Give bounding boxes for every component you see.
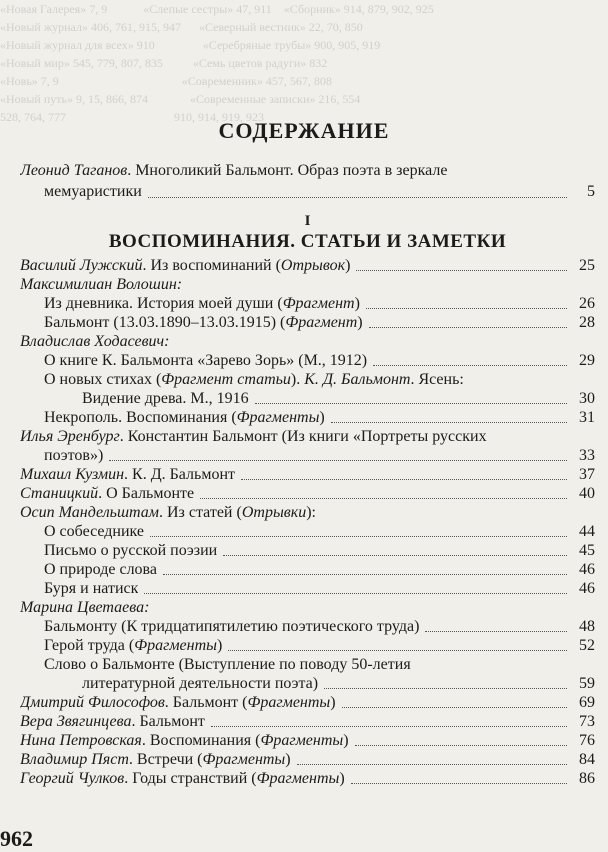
page-number: 31 xyxy=(579,409,595,426)
entry-note: Фрагмент статьи xyxy=(161,371,291,388)
entry-note: Отрывки xyxy=(241,504,307,521)
entry-punct: ) xyxy=(345,257,351,274)
entry-punct: ) xyxy=(354,295,360,312)
entry-punct: ) xyxy=(357,314,363,331)
entry-title: Бальмонт (13.03.1890–13.03.1915) ( xyxy=(44,314,286,331)
entry-author: Марина Цветаева: xyxy=(20,599,150,616)
toc-entry xyxy=(20,370,595,389)
dot-leader xyxy=(255,403,567,404)
entry-title-cont: литературной деятельности поэта) xyxy=(82,675,319,692)
dot-leader xyxy=(241,479,567,480)
entry-author: Владимир Пяст xyxy=(20,751,129,768)
entry-author: Леонид Таганов xyxy=(20,162,128,179)
entry-title: О Бальмонте xyxy=(106,485,195,502)
entry-author: Василий Лужский xyxy=(20,257,143,274)
dot-leader xyxy=(355,745,567,746)
toc-entry xyxy=(20,560,595,579)
entry-title: Из воспоминаний ( xyxy=(150,257,281,274)
page-number: 33 xyxy=(579,447,595,464)
entry-punct: ) xyxy=(285,751,291,768)
entry-punct: ) xyxy=(319,409,325,426)
page-number: 76 xyxy=(579,732,595,749)
entry-note: Фрагменты xyxy=(202,751,286,768)
toc-entry xyxy=(20,294,595,313)
page-number: 46 xyxy=(579,561,595,578)
entry-punct: ) xyxy=(330,694,336,711)
dot-leader xyxy=(356,270,567,271)
dot-leader xyxy=(324,688,567,689)
toc-author-heading xyxy=(20,332,595,351)
dot-leader xyxy=(144,593,567,594)
toc-entry: Владимир Пяст. Встречи (Фрагменты) 84 xyxy=(20,751,595,768)
dot-leader xyxy=(369,327,567,328)
dot-leader xyxy=(342,707,567,708)
toc-entry: Нина Петровская. Воспоминания (Фрагменты) 76 xyxy=(20,732,595,749)
entry-note: Отрывок xyxy=(280,257,346,274)
entry-title: Письмо о русской поэзии xyxy=(44,542,218,559)
toc-author-heading xyxy=(20,275,595,294)
entry-title: Герой труда ( xyxy=(44,637,135,654)
entry-title: Бальмонту (К тридцатипятилетию поэтического труда) xyxy=(44,618,420,635)
page-folio: 962 xyxy=(0,826,33,851)
toc-entry xyxy=(20,351,595,370)
entry-title: Слово о Бальмонте (Выступление по поводу 50-летия xyxy=(44,656,411,673)
dot-leader xyxy=(373,365,567,366)
entry-author: Максимилиан Волошин: xyxy=(20,276,183,293)
entry-note: Фрагменты xyxy=(236,409,320,426)
entry-author: Осип Мандельштам xyxy=(20,504,159,521)
toc-entry xyxy=(20,636,595,655)
dot-leader xyxy=(366,308,567,309)
entry-title: Воспоминания ( xyxy=(149,732,261,749)
page-number: 25 xyxy=(579,257,595,274)
section-title: ВОСПОМИНАНИЯ. СТАТЬИ И ЗАМЕТКИ xyxy=(108,231,507,252)
entry-title: Из статей ( xyxy=(166,504,242,521)
dot-leader xyxy=(150,536,567,537)
page-number: 84 xyxy=(579,751,595,768)
toc-entry-cont xyxy=(20,389,595,408)
dot-leader xyxy=(223,555,567,556)
entry-title-cont: поэтов») xyxy=(44,447,104,464)
dot-leader xyxy=(425,631,567,632)
entry-title: О книге К. Бальмонта «Зарево Зорь» (М., 1912) xyxy=(44,352,368,369)
page-number: 26 xyxy=(579,295,595,312)
page-number: 48 xyxy=(579,618,595,635)
toc-entry: Дмитрий Философов. Бальмонт (Фрагменты) 69 xyxy=(20,694,595,711)
toc-entry xyxy=(20,313,595,332)
page-number: 44 xyxy=(579,523,595,540)
entry-title: Некрополь. Воспоминания ( xyxy=(44,409,237,426)
dot-leader xyxy=(331,422,567,423)
entry-title: Годы странствий ( xyxy=(132,770,257,787)
entry-title-tail: . Ясень: xyxy=(410,371,464,388)
dot-leader xyxy=(211,726,567,727)
page-number: 5 xyxy=(587,183,595,200)
entry-title: Буря и натиск xyxy=(44,580,139,597)
entry-title: О собеседнике xyxy=(44,523,145,540)
toc-entry xyxy=(20,617,595,636)
entry-author: Илья Эренбург xyxy=(20,428,120,445)
toc-entry: Георгий Чулков. Годы странствий (Фрагменты) 86 xyxy=(20,770,595,787)
entry-note: Фрагменты xyxy=(134,637,217,654)
entry-title: Бальмонт xyxy=(139,713,205,730)
page-number: 28 xyxy=(579,314,595,331)
dot-leader xyxy=(351,783,567,784)
dot-leader xyxy=(163,574,567,575)
entry-author: Михаил Кузмин xyxy=(20,466,125,483)
toc-entry: Василий Лужский. Из воспоминаний (Отрывок) 25 xyxy=(20,257,595,274)
entry-note: Фрагменты xyxy=(256,770,340,787)
toc-entry: Михаил Кузмин. К. Д. Бальмонт 37 xyxy=(20,466,595,483)
entry-title: Бальмонт ( xyxy=(172,694,248,711)
toc-entry: Станицкий. О Бальмонте 40 xyxy=(20,485,595,502)
entry-title: Константин Бальмонт (Из книги «Портреты русских xyxy=(127,428,487,445)
entry-title-cont: Видение древа. М., 1916 xyxy=(82,390,249,407)
dot-leader xyxy=(148,197,567,198)
entry-note: Фрагменты xyxy=(247,694,331,711)
entry-note: Фрагменты xyxy=(260,732,344,749)
page-number: 40 xyxy=(579,485,595,502)
dot-leader xyxy=(200,498,567,499)
entry-author: Вера Звягинцева xyxy=(20,713,132,730)
entry-author: Владислав Ходасевич: xyxy=(20,333,170,350)
dot-leader xyxy=(109,460,567,461)
page-title: СОДЕРЖАНИЕ xyxy=(218,118,390,143)
entry-punct: ) xyxy=(339,770,345,787)
table-of-contents xyxy=(20,160,595,788)
page-number: 69 xyxy=(579,694,595,711)
toc-entry xyxy=(20,579,595,598)
entry-title: О новых стихах ( xyxy=(44,371,162,388)
entry-author: Станицкий xyxy=(20,485,99,502)
entry-title-cont: мемуаристики xyxy=(44,183,142,200)
toc-entry-cont xyxy=(20,674,595,693)
entry-note: Фрагмент xyxy=(285,314,358,331)
entry-author: Георгий Чулков xyxy=(20,770,125,787)
entry-punct: ): xyxy=(306,504,316,521)
toc-entry: Вера Звягинцева. Бальмонт 73 xyxy=(20,713,595,730)
entry-author: Дмитрий Философов xyxy=(20,694,165,711)
toc-entry xyxy=(20,522,595,541)
entry-title: О природе слова xyxy=(44,561,157,578)
entry-title: К. Д. Бальмонт xyxy=(132,466,235,483)
entry-punct: ). xyxy=(290,371,305,388)
toc-entry xyxy=(20,655,595,674)
entry-title: Многоликий Бальмонт. Образ поэта в зеркале xyxy=(135,162,448,179)
entry-cited-author: К. Д. Бальмонт xyxy=(304,371,411,388)
dot-leader xyxy=(228,650,567,651)
page-number: 59 xyxy=(579,675,595,692)
toc-entry: Илья Эренбург. Константин Бальмонт (Из книги «Портреты русских xyxy=(20,428,487,445)
toc-entry xyxy=(20,408,595,427)
page-number: 29 xyxy=(579,352,595,369)
toc-author-heading xyxy=(20,598,595,617)
page-number: 45 xyxy=(579,542,595,559)
entry-punct: ) xyxy=(343,732,349,749)
page-number: 46 xyxy=(579,580,595,597)
entry-note: Фрагмент xyxy=(282,295,355,312)
entry-title: Встречи ( xyxy=(136,751,203,768)
page-number: 37 xyxy=(579,466,595,483)
bleed-through-text: «Новая Галерея» 7, 9 «Слепые сестры» 47, 911 «Сборник» 914, 879, 902, 925 «Новый журнал» 406, 761, 915, 947 «Северный вестник» 22, 70, 850 «Новый журнал для всех» 910 «Серебряные трубы» 900, 905, 919 «Новый мир» 545, 779, 807, 835 «Семь цветов радуги» 832 «Новь» 7, 9 «Современник» 457, 567, 808 «Новый путь» 9, 15, 866, 874 «Современные записки» 216, 554 528, 764, 777 910, 914, 919, 923 xyxy=(0,2,434,124)
entry-author: Нина Петровская xyxy=(20,732,142,749)
toc-entry-intro-cont xyxy=(20,181,595,202)
toc-entry-cont xyxy=(20,446,595,465)
page-number: 73 xyxy=(579,713,595,730)
section-number: I xyxy=(304,213,311,229)
page-number: 52 xyxy=(579,637,595,654)
page-number: 86 xyxy=(579,770,595,787)
entry-punct: ) xyxy=(216,637,223,654)
entry-title: Из дневника. История моей души ( xyxy=(44,295,283,312)
toc-author-heading: Осип Мандельштам. Из статей (Отрывки): xyxy=(20,504,316,521)
page-number: 30 xyxy=(579,390,595,407)
toc-entry-intro: Леонид Таганов. Многоликий Бальмонт. Образ поэта в зеркале xyxy=(20,162,448,179)
dot-leader xyxy=(297,764,567,765)
toc-entry xyxy=(20,541,595,560)
